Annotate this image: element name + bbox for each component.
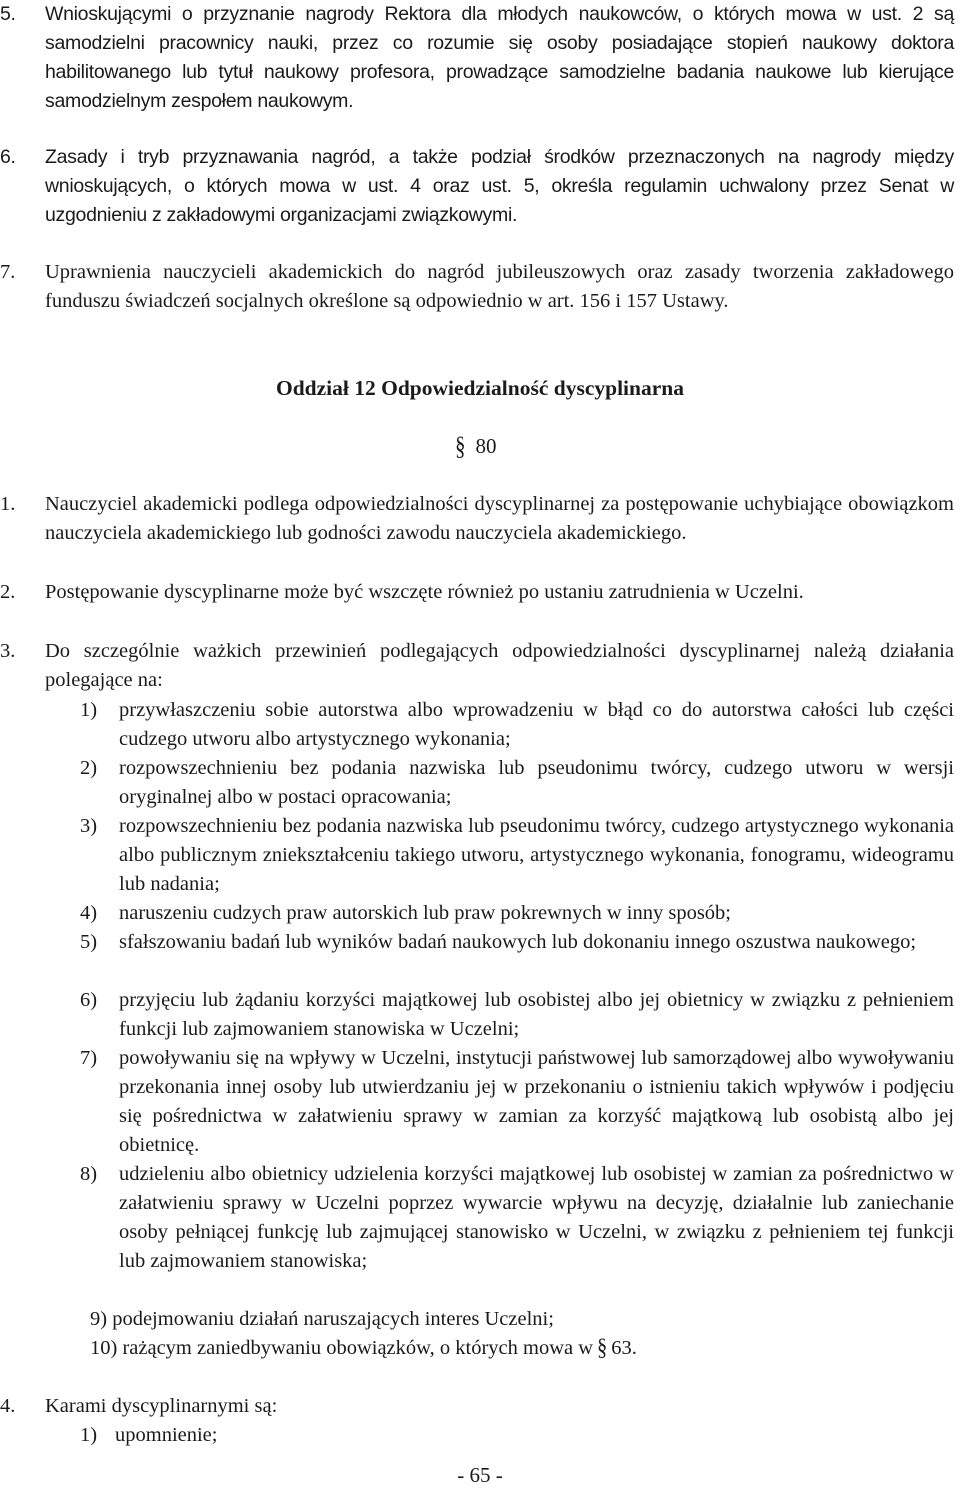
section-symbol: § [455, 430, 466, 461]
list-item [80, 1160, 954, 1276]
list-item-text: naruszeniu cudzych praw autorskich lub praw pokrewnych w inny sposób; [119, 902, 731, 924]
list-item-number: 6) [80, 989, 98, 1011]
paragraph-text: Nauczyciel akademicki podlega odpowiedzialności dyscyplinarnej za postępowanie uchybiające obowiązkom nauczyciela akademickiego lub godności zawodu nauczyciela akademickiego. [45, 493, 954, 544]
paragraph-number: 1. [0, 493, 16, 515]
list-item [80, 812, 954, 899]
list-item [80, 1421, 954, 1450]
paragraph-number: 5. [0, 3, 16, 25]
list-item-body: rażącym zaniedbywaniu obowiązków, o których mowa w [122, 1337, 594, 1359]
page-number: - 65 - [457, 1463, 503, 1487]
paragraph-text: Uprawnienia nauczycieli akademickich do nagród jubileuszowych oraz zasady tworzenia zakładowego funduszu świadczeń socjalnych określone są odpowiednio w art. 156 i 157 Ustawy. [45, 261, 954, 312]
list-item-number: 1) [80, 1424, 98, 1446]
paragraph-text: Postępowanie dyscyplinarne może być wszczęte również po ustaniu zatrudnienia w Uczelni. [45, 581, 804, 603]
list-item [90, 1334, 920, 1363]
list-item [80, 986, 954, 1044]
section-symbol: § [597, 1334, 608, 1362]
paragraph-number: 7. [0, 261, 16, 283]
list-item-number: 5) [80, 931, 98, 953]
paragraph-text: Zasady i tryb przyznawania nagród, a także podział środków przeznaczonych na nagrody między wnioskujących, o których mowa w ust. 4 oraz ust. 5, określa regulamin uchwalony przez Senat w uzgodnieniu z zakładowymi organizacjami związkowymi. [45, 146, 954, 226]
list-item [90, 1305, 920, 1334]
paragraph-number: 3. [0, 640, 16, 662]
paragraph-3 [0, 637, 954, 695]
list-item-number: 9) [90, 1308, 108, 1330]
paragraph-text: Wnioskującymi o przyznanie nagrody Rektora dla młodych naukowców, o których mowa w ust. 2 są samodzielni pracownicy nauki, przez co rozumie się osoby posiadające stopień naukowy doktora habilitowanego lub tytuł naukowy profesora, prowadzące samodzielne badania naukowe lub kierujące samodzielnym zespołem naukowym. [45, 3, 954, 112]
list-item-text: rozpowszechnieniu bez podania nazwiska lub pseudonimu twórcy, cudzego artystycznego wykonania albo publicznym zniekształceniu takiego utworu, artystycznego wykonania, fonogramu, wideogramu lub nadania; [119, 815, 954, 895]
list-item-number: 8) [80, 1163, 98, 1185]
list-item-number: 3) [80, 815, 98, 837]
paragraph-number: 4. [0, 1395, 16, 1417]
list-item [80, 696, 954, 754]
list-item-text: udzieleniu albo obietnicy udzielenia korzyści majątkowej lub osobistej w zamian za pośrednictwo w załatwieniu sprawy w Uczelni poprzez wywarcie wpływu na decyzję, działalnie lub zaniechanie osoby pełniącej funkcję lub zajmującej stanowisko w Uczelni, w związku z pełnieniem tej funkcji lub zajmowaniem stanowiska; [119, 1163, 954, 1272]
list-item-number: 1) [80, 699, 98, 721]
list-item-text: powoływaniu się na wpływy w Uczelni, instytucji państwowej lub samorządowej albo wywoływaniu przekonania innej osoby lub utwierdzaniu jej w przekonaniu o istnieniu takich wpływów i podjęciu się pośrednictwa w załatwieniu sprawy w zamian za korzyść majątkową lub osobistą albo jej obietnicę. [119, 1047, 954, 1156]
list-item-number: 10) [90, 1337, 118, 1359]
list-item-number: 4) [80, 902, 98, 924]
list-item-body: podejmowaniu działań naruszających interes Uczelni; [112, 1308, 554, 1330]
list-item-text: przywłaszczeniu sobie autorstwa albo wprowadzeniu w błąd co do autorstwa całości lub części cudzego utworu albo artystycznego wykonania; [119, 699, 954, 750]
paragraph-7 [0, 258, 954, 316]
section-reference: 63. [611, 1337, 637, 1359]
list-item-text: upomnienie; [115, 1424, 218, 1446]
paragraph-2 [0, 578, 954, 607]
paragraph-text: Karami dyscyplinarnymi są: [45, 1395, 278, 1417]
paragraph-1 [0, 490, 954, 548]
section-number [455, 432, 497, 461]
list-item-number: 2) [80, 757, 98, 779]
list-item-text: sfałszowaniu badań lub wyników badań naukowych lub dokonaniu innego oszustwa naukowego; [119, 931, 917, 953]
paragraph-number: 2. [0, 581, 16, 603]
paragraph-5 [0, 0, 954, 116]
list-item-text: przyjęciu lub żądaniu korzyści majątkowej lub osobistej albo jej obietnicy w związku z pełnieniem funkcji lub zajmowaniem stanowiska w Uczelni; [119, 989, 954, 1040]
list-item [80, 1044, 954, 1160]
section-value: 80 [475, 434, 497, 458]
list-item-number: 7) [80, 1047, 98, 1069]
section-heading: Oddział 12 Odpowiedzialność dyscyplinarna [276, 376, 684, 400]
list-item-text [90, 1305, 920, 1334]
list-item-text [90, 1334, 920, 1363]
paragraph-text: Do szczególnie ważkich przewinień podlegających odpowiedzialności dyscyplinarnej należą działania polegające na: [45, 640, 954, 691]
paragraph-6 [0, 143, 954, 230]
paragraph-4 [0, 1392, 954, 1421]
list-item-text: rozpowszechnieniu bez podania nazwiska lub pseudonimu twórcy, cudzego utworu w wersji oryginalnej albo w postaci opracowania; [119, 757, 954, 808]
list-item [80, 754, 954, 812]
paragraph-number: 6. [0, 146, 16, 168]
list-item [80, 899, 954, 928]
list-item [80, 928, 954, 957]
